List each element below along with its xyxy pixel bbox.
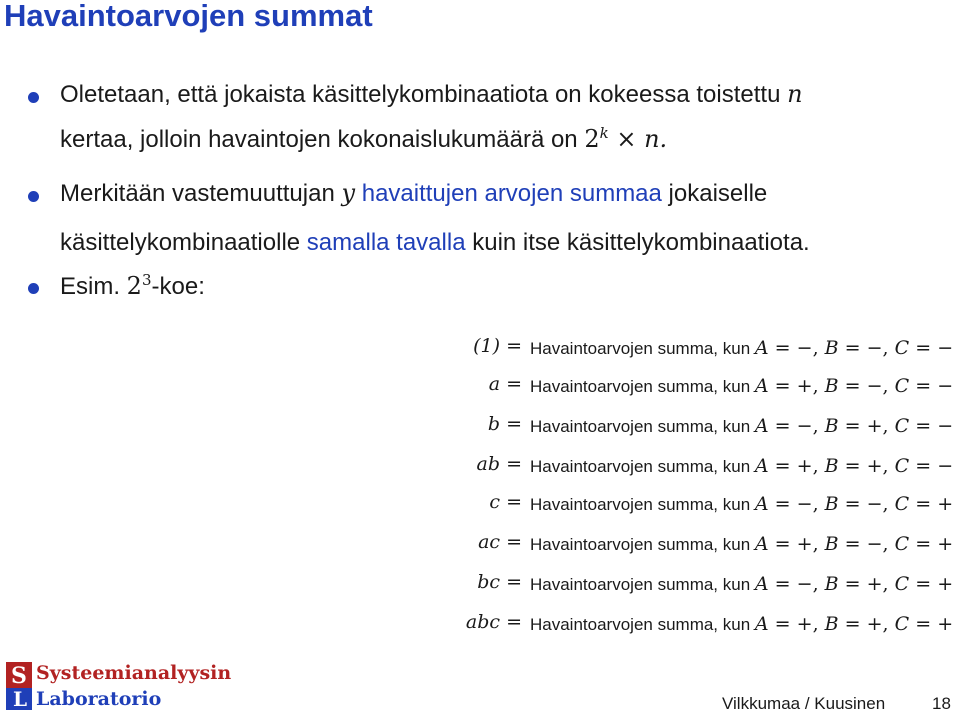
equation-lhs: c = <box>489 491 522 513</box>
bullet-2-text-d: kuin itse käsittelykombinaatiota. <box>465 229 810 256</box>
equation-conditions: A = +, B = +, C = − <box>754 455 954 477</box>
math-base: 2 <box>584 125 600 153</box>
bullet-2-line-1 <box>60 179 767 208</box>
equation-text: Havaintoarvojen summa, kun <box>530 339 751 358</box>
bullet-2-highlight: havaittujen arvojen summaa <box>355 180 662 207</box>
equation-rhs <box>530 613 953 635</box>
bullet-3-text-a: Esim. <box>60 273 127 300</box>
bullet-1-line-1 <box>60 80 803 109</box>
equation-rhs <box>530 493 953 515</box>
equation-conditions: A = +, B = −, C = − <box>754 375 954 397</box>
sign-b: − <box>866 533 883 555</box>
sign-b: − <box>866 493 883 515</box>
equation-rhs <box>530 573 953 595</box>
sign-c: − <box>937 337 954 359</box>
equation-row <box>200 529 954 559</box>
equation-conditions: A = −, B = −, C = − <box>754 337 954 359</box>
sign-a: + <box>796 455 813 477</box>
equation-rhs <box>530 415 953 437</box>
equation-conditions: A = +, B = −, C = + <box>754 533 954 555</box>
bullet-2-text-a: Merkitään vastemuuttujan <box>60 180 342 207</box>
bullet-1-line-2 <box>60 124 667 154</box>
equation-text: Havaintoarvojen summa, kun <box>530 417 751 436</box>
sign-b: − <box>866 337 883 359</box>
sign-c: + <box>937 613 954 635</box>
equation-lhs: a = <box>488 373 522 395</box>
page-number: 18 <box>932 694 951 713</box>
slide-title: Havaintoarvojen summat <box>4 0 373 33</box>
math-base-2: 2 <box>126 272 142 300</box>
bullet-1-text: Oletetaan, että jokaista käsittelykombinaatiota on kokeessa toistettu <box>60 81 788 108</box>
sign-b: + <box>866 613 883 635</box>
sign-c: − <box>937 415 954 437</box>
sign-c: + <box>937 573 954 595</box>
svg-text:L: L <box>13 687 28 711</box>
bullet-2-line-2 <box>60 229 810 257</box>
equation-lhs: abc = <box>465 611 522 633</box>
logo-mark <box>6 662 36 712</box>
sign-c: − <box>937 375 954 397</box>
bullet-2-text-b: jokaiselle <box>661 180 768 207</box>
equation-conditions: A = −, B = +, C = − <box>754 415 954 437</box>
bullet-marker <box>28 283 39 294</box>
sign-b: + <box>866 415 883 437</box>
bullet-3-text-b: -koe: <box>151 273 205 300</box>
equation-row <box>200 451 954 481</box>
sign-a: − <box>796 337 813 359</box>
sign-c: + <box>937 533 954 555</box>
equation-text: Havaintoarvojen summa, kun <box>530 377 751 396</box>
equation-lhs: (1) = <box>473 335 522 357</box>
bullet-2-text-c: käsittelykombinaatiolle <box>60 229 307 256</box>
equation-lhs: ab = <box>476 453 522 475</box>
sign-a: + <box>796 375 813 397</box>
equation-row <box>200 333 954 363</box>
bullet-marker <box>28 191 39 202</box>
var-y: y <box>341 179 356 207</box>
bullet-3-line <box>60 271 205 301</box>
equation-row <box>200 489 954 519</box>
equation-conditions: A = −, B = +, C = + <box>754 573 954 595</box>
sign-a: + <box>796 533 813 555</box>
equation-rhs <box>530 375 953 397</box>
equation-row <box>200 411 954 441</box>
equation-row <box>200 609 954 639</box>
svg-text:S: S <box>11 663 27 689</box>
bullet-1-text-2: kertaa, jolloin havaintojen kokonaislukumäärä on <box>60 126 585 153</box>
equation-text: Havaintoarvojen summa, kun <box>530 495 751 514</box>
footer-authors: Vilkkumaa / Kuusinen <box>722 694 886 713</box>
equation-conditions: A = +, B = +, C = + <box>754 613 954 635</box>
sign-b: − <box>866 375 883 397</box>
times-sign: × <box>608 125 645 153</box>
equation-conditions: A = −, B = −, C = + <box>754 493 954 515</box>
equation-lhs: bc = <box>477 571 522 593</box>
logo-text-line-1: Systeemianalyysin <box>36 662 232 684</box>
equation-lhs: ac = <box>478 531 522 553</box>
equation-row <box>200 371 954 401</box>
equation-row <box>200 569 954 599</box>
var-n: n <box>787 80 803 108</box>
sign-a: − <box>796 573 813 595</box>
sign-a: + <box>796 613 813 635</box>
sign-a: − <box>796 415 813 437</box>
equation-text: Havaintoarvojen summa, kun <box>530 575 751 594</box>
math-exp-k: k <box>599 124 609 142</box>
sign-c: − <box>937 455 954 477</box>
math-exp-3: 3 <box>141 271 152 289</box>
equation-rhs <box>530 337 953 359</box>
sign-b: + <box>866 455 883 477</box>
equation-lhs: b = <box>487 413 522 435</box>
equation-text: Havaintoarvojen summa, kun <box>530 535 751 554</box>
equation-text: Havaintoarvojen summa, kun <box>530 615 751 634</box>
equation-rhs <box>530 455 953 477</box>
equation-rhs <box>530 533 953 555</box>
sign-a: − <box>796 493 813 515</box>
logo-text-line-2: Laboratorio <box>36 688 162 710</box>
equation-text: Havaintoarvojen summa, kun <box>530 457 751 476</box>
sign-c: + <box>937 493 954 515</box>
var-n-end: n. <box>644 125 668 153</box>
bullet-2-highlight-2: samalla tavalla <box>306 229 466 256</box>
lab-logo <box>6 662 232 712</box>
sign-b: + <box>866 573 883 595</box>
bullet-marker <box>28 92 39 103</box>
